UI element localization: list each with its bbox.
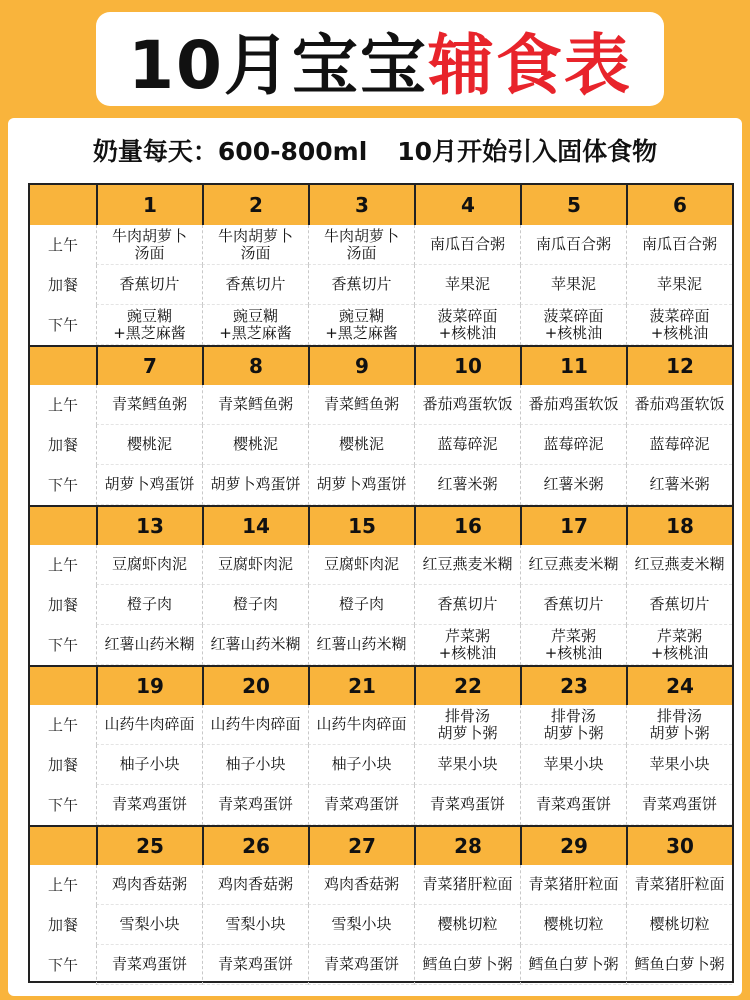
meal-cell-snack: 雪梨小块 — [96, 905, 202, 945]
meal-cell-afternoon: 青菜鸡蛋饼 — [202, 785, 308, 825]
meal-cell-snack: 柚子小块 — [308, 745, 414, 785]
meal-cell-afternoon: 红薯米粥 — [414, 465, 520, 505]
meal-cell-morning: 豆腐虾肉泥 — [308, 545, 414, 585]
meal-cell-snack: 香蕉切片 — [626, 585, 732, 625]
meal-cell-morning: 鸡肉香菇粥 — [308, 865, 414, 905]
meal-cell-snack: 苹果泥 — [626, 265, 732, 305]
meal-sheet — [8, 118, 742, 996]
milk-amount-note: 奶量每天：600-800ml — [92, 137, 368, 166]
day-number: 26 — [202, 825, 308, 865]
meal-cell-afternoon: 红薯米粥 — [520, 465, 626, 505]
day-number: 30 — [626, 825, 732, 865]
subtitle — [8, 132, 742, 168]
meal-cell-afternoon: 青菜鸡蛋饼 — [96, 785, 202, 825]
meal-cell-afternoon: 菠菜碎面 +核桃油 — [414, 305, 520, 345]
meal-cell-snack: 樱桃切粒 — [520, 905, 626, 945]
meal-cell-morning: 豆腐虾肉泥 — [96, 545, 202, 585]
meal-label-morning: 上午 — [47, 715, 78, 734]
meal-cell-morning: 青菜猪肝粒面 — [414, 865, 520, 905]
day-number: 3 — [308, 185, 414, 225]
meal-label-morning: 上午 — [47, 555, 78, 574]
meal-cell-snack: 苹果小块 — [414, 745, 520, 785]
meal-cell-afternoon: 青菜鸡蛋饼 — [96, 945, 202, 985]
meal-cell-afternoon: 胡萝卜鸡蛋饼 — [96, 465, 202, 505]
meal-label-afternoon: 下午 — [47, 315, 78, 334]
meal-cell-snack: 苹果泥 — [414, 265, 520, 305]
meal-cell-snack: 香蕉切片 — [520, 585, 626, 625]
meal-table — [28, 183, 734, 983]
meal-cell-snack: 苹果小块 — [520, 745, 626, 785]
day-number: 19 — [96, 665, 202, 705]
meal-cell-snack: 樱桃切粒 — [626, 905, 732, 945]
meal-cell-morning: 南瓜百合粥 — [626, 225, 732, 265]
solid-food-note: 10月开始引入固体食物 — [397, 137, 658, 166]
meal-cell-morning: 青菜猪肝粒面 — [626, 865, 732, 905]
day-number: 1 — [96, 185, 202, 225]
meal-cell-morning: 牛肉胡萝卜 汤面 — [202, 225, 308, 265]
meal-cell-afternoon: 鳕鱼白萝卜粥 — [520, 945, 626, 985]
meal-cell-snack: 樱桃泥 — [308, 425, 414, 465]
meal-label-afternoon: 下午 — [47, 475, 78, 494]
day-number: 25 — [96, 825, 202, 865]
meal-cell-afternoon: 鳕鱼白萝卜粥 — [626, 945, 732, 985]
meal-cell-snack: 苹果小块 — [626, 745, 732, 785]
meal-cell-morning: 青菜鳕鱼粥 — [96, 385, 202, 425]
day-number: 20 — [202, 665, 308, 705]
meal-cell-snack: 柚子小块 — [202, 745, 308, 785]
day-number: 29 — [520, 825, 626, 865]
meal-cell-morning: 番茄鸡蛋软饭 — [626, 385, 732, 425]
meal-cell-snack: 樱桃泥 — [96, 425, 202, 465]
meal-cell-snack: 橙子肉 — [202, 585, 308, 625]
meal-label-snack: 加餐 — [47, 915, 78, 934]
meal-label-snack: 加餐 — [47, 755, 78, 774]
meal-cell-morning: 豆腐虾肉泥 — [202, 545, 308, 585]
meal-cell-afternoon: 红薯山药米糊 — [308, 625, 414, 665]
meal-cell-morning: 南瓜百合粥 — [414, 225, 520, 265]
meal-cell-afternoon: 菠菜碎面 +核桃油 — [520, 305, 626, 345]
day-number: 2 — [202, 185, 308, 225]
day-number: 13 — [96, 505, 202, 545]
day-number: 27 — [308, 825, 414, 865]
meal-label-afternoon: 下午 — [47, 795, 78, 814]
meal-cell-snack: 苹果泥 — [520, 265, 626, 305]
meal-cell-morning: 青菜猪肝粒面 — [520, 865, 626, 905]
meal-label-morning: 上午 — [47, 235, 78, 254]
meal-label-snack: 加餐 — [47, 435, 78, 454]
meal-cell-morning: 山药牛肉碎面 — [202, 705, 308, 745]
meal-cell-snack: 蓝莓碎泥 — [520, 425, 626, 465]
meal-cell-morning: 排骨汤 胡萝卜粥 — [414, 705, 520, 745]
meal-cell-afternoon: 豌豆糊 +黑芝麻酱 — [308, 305, 414, 345]
meal-cell-morning: 鸡肉香菇粥 — [202, 865, 308, 905]
day-number: 14 — [202, 505, 308, 545]
day-number: 8 — [202, 345, 308, 385]
day-number: 12 — [626, 345, 732, 385]
day-number: 10 — [414, 345, 520, 385]
meal-cell-morning: 番茄鸡蛋软饭 — [520, 385, 626, 425]
meal-cell-afternoon: 菠菜碎面 +核桃油 — [626, 305, 732, 345]
week-header-corner — [30, 345, 96, 385]
meal-cell-snack: 香蕉切片 — [202, 265, 308, 305]
day-number: 21 — [308, 665, 414, 705]
meal-cell-afternoon: 青菜鸡蛋饼 — [308, 785, 414, 825]
meal-cell-morning: 牛肉胡萝卜 汤面 — [96, 225, 202, 265]
meal-cell-morning: 青菜鳕鱼粥 — [202, 385, 308, 425]
meal-cell-snack: 香蕉切片 — [308, 265, 414, 305]
day-number: 6 — [626, 185, 732, 225]
meal-label-afternoon: 下午 — [47, 955, 78, 974]
meal-cell-afternoon: 青菜鸡蛋饼 — [626, 785, 732, 825]
meal-cell-afternoon: 青菜鸡蛋饼 — [414, 785, 520, 825]
meal-label-snack: 加餐 — [47, 595, 78, 614]
meal-cell-afternoon: 芹菜粥 +核桃油 — [414, 625, 520, 665]
day-number: 15 — [308, 505, 414, 545]
day-number: 11 — [520, 345, 626, 385]
week-header-corner — [30, 505, 96, 545]
meal-cell-afternoon: 豌豆糊 +黑芝麻酱 — [96, 305, 202, 345]
day-number: 23 — [520, 665, 626, 705]
day-number: 28 — [414, 825, 520, 865]
meal-cell-afternoon: 青菜鸡蛋饼 — [202, 945, 308, 985]
day-number: 5 — [520, 185, 626, 225]
meal-cell-morning: 排骨汤 胡萝卜粥 — [520, 705, 626, 745]
meal-cell-afternoon: 芹菜粥 +核桃油 — [626, 625, 732, 665]
meal-cell-morning: 番茄鸡蛋软饭 — [414, 385, 520, 425]
page-title — [96, 12, 664, 106]
day-number: 17 — [520, 505, 626, 545]
meal-label-snack: 加餐 — [47, 275, 78, 294]
meal-cell-afternoon: 青菜鸡蛋饼 — [308, 945, 414, 985]
meal-cell-morning: 排骨汤 胡萝卜粥 — [626, 705, 732, 745]
week-header-corner — [30, 665, 96, 705]
meal-cell-snack: 蓝莓碎泥 — [414, 425, 520, 465]
meal-cell-afternoon: 鳕鱼白萝卜粥 — [414, 945, 520, 985]
meal-cell-afternoon: 豌豆糊 +黑芝麻酱 — [202, 305, 308, 345]
meal-cell-afternoon: 青菜鸡蛋饼 — [520, 785, 626, 825]
meal-cell-snack: 樱桃切粒 — [414, 905, 520, 945]
meal-cell-morning: 红豆燕麦米糊 — [520, 545, 626, 585]
meal-cell-snack: 橙子肉 — [96, 585, 202, 625]
meal-cell-morning: 青菜鳕鱼粥 — [308, 385, 414, 425]
meal-cell-snack: 雪梨小块 — [308, 905, 414, 945]
day-number: 9 — [308, 345, 414, 385]
week-header-corner — [30, 185, 96, 225]
meal-cell-snack: 蓝莓碎泥 — [626, 425, 732, 465]
title-red-part: 辅食表 — [427, 26, 632, 104]
meal-cell-afternoon: 红薯山药米糊 — [96, 625, 202, 665]
day-number: 4 — [414, 185, 520, 225]
day-number: 16 — [414, 505, 520, 545]
meal-label-morning: 上午 — [47, 875, 78, 894]
meal-cell-morning: 鸡肉香菇粥 — [96, 865, 202, 905]
meal-cell-afternoon: 胡萝卜鸡蛋饼 — [202, 465, 308, 505]
meal-cell-snack: 香蕉切片 — [414, 585, 520, 625]
meal-cell-morning: 红豆燕麦米糊 — [414, 545, 520, 585]
meal-cell-morning: 山药牛肉碎面 — [96, 705, 202, 745]
meal-cell-morning: 红豆燕麦米糊 — [626, 545, 732, 585]
meal-label-afternoon: 下午 — [47, 635, 78, 654]
day-number: 24 — [626, 665, 732, 705]
meal-cell-snack: 樱桃泥 — [202, 425, 308, 465]
day-number: 18 — [626, 505, 732, 545]
meal-cell-morning: 山药牛肉碎面 — [308, 705, 414, 745]
meal-cell-afternoon: 红薯山药米糊 — [202, 625, 308, 665]
meal-cell-morning: 南瓜百合粥 — [520, 225, 626, 265]
meal-cell-snack: 雪梨小块 — [202, 905, 308, 945]
day-number: 7 — [96, 345, 202, 385]
day-number: 22 — [414, 665, 520, 705]
meal-cell-snack: 香蕉切片 — [96, 265, 202, 305]
meal-cell-afternoon: 胡萝卜鸡蛋饼 — [308, 465, 414, 505]
meal-cell-afternoon: 芹菜粥 +核桃油 — [520, 625, 626, 665]
week-header-corner — [30, 825, 96, 865]
meal-cell-morning: 牛肉胡萝卜 汤面 — [308, 225, 414, 265]
title-black-part: 10月宝宝 — [128, 26, 428, 104]
meal-cell-afternoon: 红薯米粥 — [626, 465, 732, 505]
meal-cell-snack: 橙子肉 — [308, 585, 414, 625]
meal-cell-snack: 柚子小块 — [96, 745, 202, 785]
meal-label-morning: 上午 — [47, 395, 78, 414]
